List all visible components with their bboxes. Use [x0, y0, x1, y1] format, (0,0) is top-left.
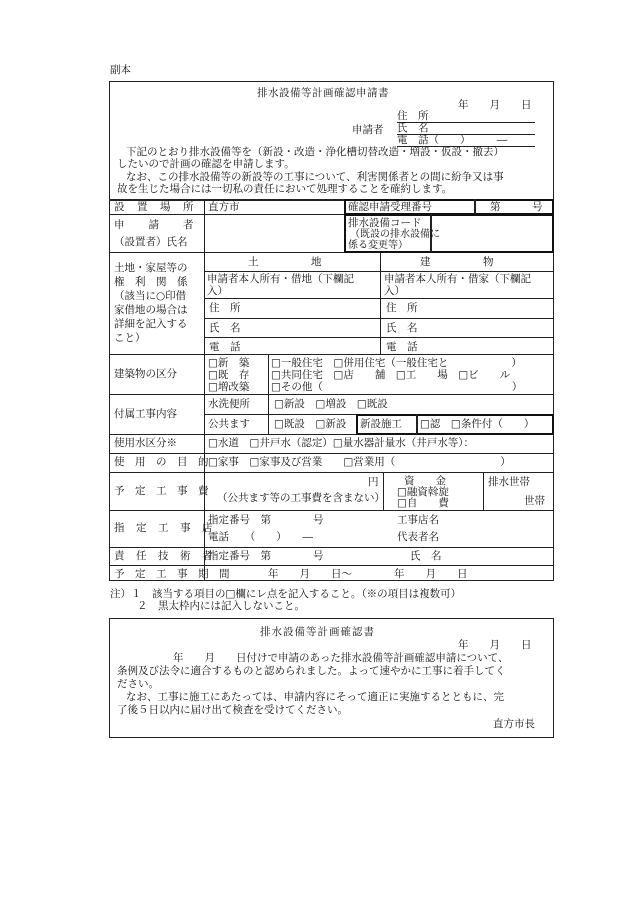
water-class-options[interactable]: □水道 □井戸水（認定）□量水器計量水（井戸水等）：: [208, 437, 475, 449]
building-type-row2[interactable]: □共同住宅 □店 舗 □工 場 □ビ ル: [271, 369, 511, 381]
engineer-number-field[interactable]: 指定番号 第 号: [208, 550, 324, 562]
contractor-rep-field[interactable]: 代表者名: [397, 531, 439, 543]
location-label: 設 置 場 所: [114, 201, 195, 213]
cost-label: 予 定 工 事 費: [114, 485, 209, 497]
land-name-field[interactable]: 氏 名: [209, 322, 241, 334]
contractor-shop-field[interactable]: 工事店名: [397, 514, 439, 526]
applicant-name-label-l1: 申 請 者: [114, 219, 195, 231]
period-field[interactable]: 年 月 日～ 年 月 日: [268, 568, 468, 580]
land-address-field[interactable]: 住 所: [209, 302, 241, 314]
certificate-line4: なお、工事に施工にあたっては、申請内容にそって適正に実施するとともに、完: [126, 691, 504, 703]
note-1: 注）１ 該当する項目の□欄にレ点を記入すること。（※の項目は複数可）: [110, 588, 462, 600]
building-type-row3[interactable]: □その他（ ）: [271, 381, 523, 393]
land-ownership-l2: 入）: [207, 285, 228, 297]
applicant-label: 申請者: [352, 124, 384, 136]
certificate-line3: ださい。: [117, 678, 159, 690]
purpose-options[interactable]: □家事 □家事及び営業 □営業用（ ）: [208, 456, 511, 468]
fund-label: 資 金: [404, 475, 446, 487]
rights-label-l1: 土地・家屋等の: [114, 262, 188, 274]
form-title: 排水設備等計画確認申請書: [257, 87, 389, 99]
contractor-phone-field[interactable]: 電話 （ ） ―: [208, 531, 313, 543]
applicant-name-label-l2: （設置者）氏名: [114, 236, 188, 248]
engineer-label: 責 任 技 術 者: [114, 550, 213, 562]
request-paragraph-line1: 下記のとおり排水設備等を（新設・改造・浄化槽切替改造・増設・仮設・撤去）: [126, 146, 504, 158]
rights-label-l4: 家借地の場合は: [114, 304, 188, 316]
water-class-label: 使用水区分※: [114, 437, 177, 449]
receipt-number-label: 確認申請受理番号: [348, 201, 432, 213]
contractor-number-field[interactable]: 指定番号 第 号: [208, 514, 324, 526]
checkbox-extension[interactable]: □増改築: [208, 381, 250, 393]
attached-work-label: 付属工事内容: [114, 408, 177, 420]
drainage-code-label-l1: 排水設備コード: [348, 217, 422, 229]
period-label: 予 定 工 事 期 間: [114, 568, 230, 580]
cost-yen-unit: 円: [368, 476, 379, 488]
applicant-address-field[interactable]: 住 所: [397, 110, 535, 123]
flush-toilet-label: 水洗便所: [208, 398, 250, 410]
checkbox-loan[interactable]: □融資斡旋: [397, 486, 449, 498]
new-construction-options: □認 □条件付（ ）: [420, 418, 535, 430]
purpose-label: 使 用 の 目 的: [114, 456, 209, 468]
request-paragraph-line2: したいので計画の確認を申請します。: [117, 158, 295, 170]
liability-paragraph-line2: 故を生じた場合には一切私の責任において処理することを確約します。: [117, 183, 453, 195]
certificate-issuer: 直方市長: [493, 718, 535, 730]
new-construction-label: 新設施工: [360, 418, 402, 430]
building-ownership-l1[interactable]: 申請者本人所有・借家（下欄記: [384, 273, 531, 285]
location-field[interactable]: 直方市: [208, 201, 240, 213]
building-type-row1[interactable]: □一般住宅 □併用住宅（一般住宅と ）: [271, 357, 522, 369]
building-phone-field[interactable]: 電 話: [386, 341, 418, 353]
certificate-line1: 年 月 日付けで申請のあった排水設備等計画確認申請について、: [173, 652, 509, 664]
rights-label-l3: （該当に○印借: [114, 290, 187, 302]
rights-label-l2: 権 利 関 係: [114, 276, 188, 288]
applicant-name-field[interactable]: 氏 名: [397, 122, 535, 135]
flush-toilet-options[interactable]: □新設 □増設 □既設: [274, 398, 388, 410]
checkbox-new-build[interactable]: □新 築: [208, 357, 250, 369]
cost-note: （公共ます等の工事費を含まない）: [217, 492, 385, 504]
public-basin-label: 公共ます: [208, 418, 250, 430]
households-unit: 世帯: [524, 495, 545, 507]
public-basin-options[interactable]: □既設 □新設: [274, 418, 347, 430]
engineer-name-field[interactable]: 氏 名: [410, 550, 442, 562]
building-name-field[interactable]: 氏 名: [386, 322, 418, 334]
certificate-date: 年 月 日: [458, 639, 532, 651]
households-label: 排水世帯: [488, 476, 530, 488]
contractor-label: 指 定 工 事 店: [114, 522, 213, 534]
land-ownership-l1[interactable]: 申請者本人所有・借地（下欄記: [207, 273, 354, 285]
building-class-label: 建築物の区分: [114, 368, 177, 380]
building-ownership-l2: 入）: [384, 285, 405, 297]
building-header: 建 物: [420, 256, 494, 268]
rights-label-l5: 詳細を記入する: [114, 318, 188, 330]
certificate-line2: 条例及び法令に適合するものと認められました。よって速やかに工事に着手してく: [117, 665, 506, 677]
checkbox-self-fund[interactable]: □自 費: [397, 497, 449, 509]
application-date: 年 月 日: [458, 99, 532, 111]
certificate-line5: 了後５日以内に届け出て検査を受けてください。: [117, 704, 348, 716]
building-address-field[interactable]: 住 所: [386, 302, 418, 314]
note-2: ２ 黒太枠内には記入しないこと。: [137, 600, 305, 612]
certificate-title: 排水設備等計画確認書: [260, 626, 375, 638]
applicant-phone-field[interactable]: 電 話（ ） ―: [397, 134, 535, 147]
receipt-number-field: 第 号: [490, 201, 543, 213]
drainage-code-label-l2: （既設の排水設備に: [350, 229, 440, 240]
drainage-code-label-l3: 係る変更等）: [348, 240, 408, 251]
land-phone-field[interactable]: 電 話: [209, 341, 241, 353]
liability-paragraph-line1: なお、この排水設備等の新設等の工事について、利害関係者との間に紛争又は事: [126, 171, 504, 183]
checkbox-existing[interactable]: □既 存: [208, 369, 250, 381]
copy-label: 副本: [110, 64, 131, 76]
rights-label-l6: こと）: [114, 332, 146, 344]
land-header: 土 地: [248, 256, 322, 268]
